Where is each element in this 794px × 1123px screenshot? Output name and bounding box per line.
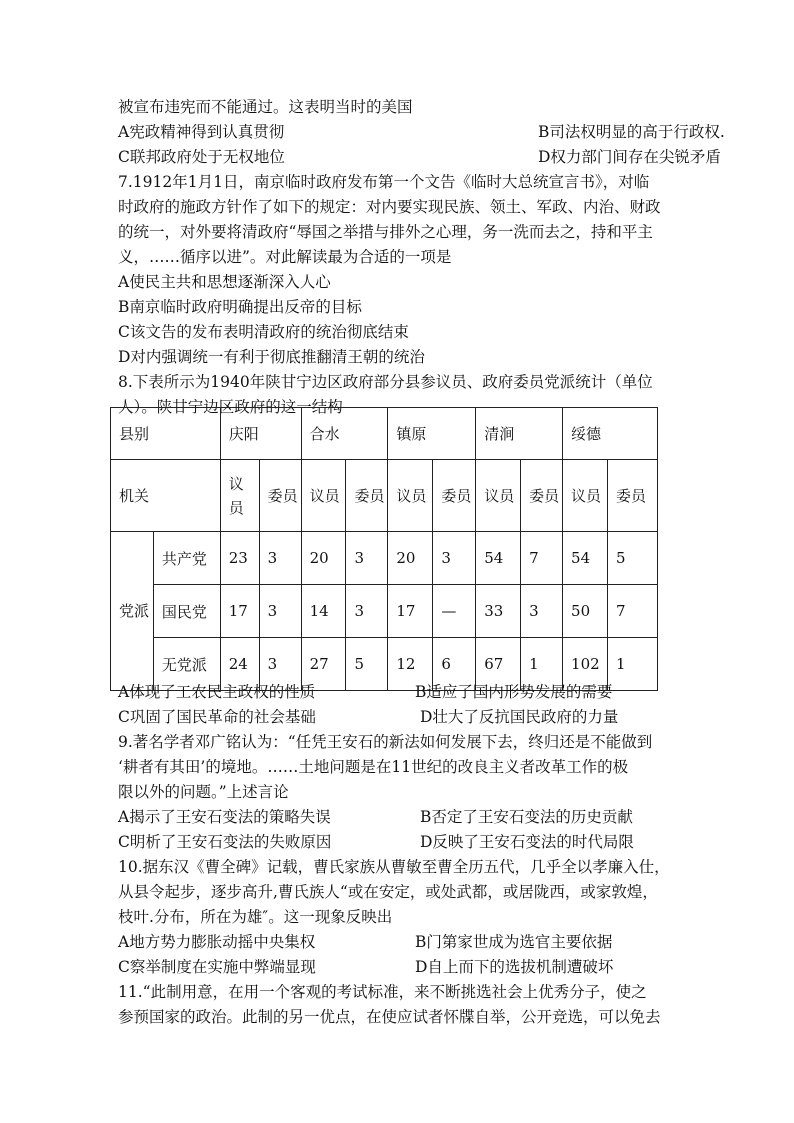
table-cell: 6 (433, 638, 476, 691)
q6-options-row-1 (118, 120, 725, 145)
q7-stem-line: 7.1912年1月1日，南京临时政府发布第一个文告《临时大总统宣言书》，对临 (118, 173, 650, 191)
q6-option-a: A宪政精神得到认真贯彻 (118, 123, 285, 141)
councilor-header: 议员 (388, 460, 433, 532)
councilor-header: 议员 (563, 460, 608, 532)
organ-label: 机关 (111, 460, 221, 532)
q8-options-row-1 (118, 680, 613, 705)
county-header-row (111, 408, 658, 460)
q8-option-d: D壮大了反抗国民政府的力量 (420, 708, 619, 726)
q7-option-c: C该文告的发布表明清政府的统治彻底结束 (118, 323, 409, 341)
table-cell: 27 (301, 638, 346, 691)
q10-options-row-2 (118, 955, 614, 980)
table-cell: 67 (476, 638, 521, 691)
table-cell: 102 (563, 638, 608, 691)
q8-stem-line: 8.下表所示为1940年陕甘宁边区政府部分县参议员、政府委员党派统计（单位 (118, 373, 653, 391)
q10-option-a: A地方势力膨胀动摇中央集权 (118, 933, 316, 951)
table-cell: 50 (563, 585, 608, 638)
q11-stem-line: 参预国家的政治。此制的另一优点，在使应试者怀牒自举，公开竞选，可以免去 (118, 1008, 661, 1026)
councilor-header: 议员 (476, 460, 521, 532)
q7-stem-line: 的统一，对外要将清政府“辱国之举措与排外之心理，务一洗而去之，持和平主 (118, 223, 653, 241)
party-statistics-table (110, 407, 658, 691)
q6-stem: 被宣布违宪而不能通过。这表明当时的美国 (118, 98, 413, 116)
table-cell: 3 (259, 585, 301, 638)
q9-options-row-1 (118, 805, 633, 830)
table-cell: 17 (388, 585, 433, 638)
table-cell: 5 (608, 532, 658, 585)
q8-stem-line: 人）。陕甘宁边区政府的这一结构 (118, 398, 343, 416)
q7-option-a: A使民主共和思想逐渐深入人心 (118, 273, 331, 291)
table-cell: 7 (521, 532, 563, 585)
q9-stem-line: 9.著名学者邓广铭认为：“任凭王安石的新法如何发展下去，终归还是不能做到 (118, 733, 653, 751)
party-label: 党派 (111, 532, 154, 691)
table-cell: 17 (220, 585, 259, 638)
table-row (111, 585, 658, 638)
q10-option-b: B门第家世成为选官主要依据 (415, 933, 613, 951)
table-cell: 3 (346, 585, 388, 638)
q8-option-a: A体现了工农民主政权的性质 (118, 683, 316, 701)
table-cell: 3 (259, 532, 301, 585)
table-cell: 54 (476, 532, 521, 585)
q11-stem-line: 11.“此制用意，在用一个客观的考试标准，来不断挑选社会上优秀分子，使之 (118, 983, 647, 1001)
table-cell: — (433, 585, 476, 638)
q7-option-b: B南京临时政府明确提出反帝的目标 (118, 298, 362, 316)
county-header: 镇原 (388, 408, 476, 460)
table-cell: 3 (433, 532, 476, 585)
councilor-header: 议员 (301, 460, 346, 532)
member-header: 委员 (346, 460, 388, 532)
table-cell: 23 (220, 532, 259, 585)
table-cell: 1 (521, 638, 563, 691)
table-cell: 24 (220, 638, 259, 691)
table-cell: 12 (388, 638, 433, 691)
q7-option-d: D对内强调统一有利于彻底推翻清王朝的统治 (118, 348, 425, 366)
member-header: 委员 (521, 460, 563, 532)
q9-option-d: D反映了王安石变法的时代局限 (420, 833, 634, 851)
q9-option-b: B否定了王安石变法的历史贡献 (420, 808, 633, 826)
member-header: 委员 (608, 460, 658, 532)
table-cell: 14 (301, 585, 346, 638)
q9-option-a: A揭示了王安石变法的策略失误 (118, 808, 331, 826)
q10-option-c: C察举制度在实施中弊端显现 (118, 958, 316, 976)
q9-stem-line: ‘耕者有其田’的境地。……土地问题是在11世纪的改良主义者改革工作的极 (118, 758, 629, 776)
q8-option-c: C巩固了国民革命的社会基础 (118, 708, 316, 726)
table-cell: 3 (259, 638, 301, 691)
table-cell: 33 (476, 585, 521, 638)
table-cell: 20 (301, 532, 346, 585)
table-cell: 1 (608, 638, 658, 691)
q10-stem-line: 枝叶.分布，所在为雄″。这一现象反映出 (118, 908, 393, 926)
q7-stem-line: 义，……循序以进”。对此解读最为合适的一项是 (118, 248, 452, 266)
member-header: 委员 (433, 460, 476, 532)
county-header: 清涧 (476, 408, 563, 460)
q9-option-c: C明析了王安石变法的失败原因 (118, 833, 332, 851)
q8-option-b: B适应了国内形势发展的需要 (415, 683, 613, 701)
q10-stem-line: 10.据东汉《曹全碑》记载，曹氏家族从曹敏至曹全历五代，几乎全以孝廉入仕， (118, 858, 670, 876)
county-header: 绥德 (563, 408, 658, 460)
q10-options-row-1 (118, 930, 613, 955)
q10-option-d: D自上而下的选拔机制遭破坏 (415, 958, 614, 976)
table-cell: 20 (388, 532, 433, 585)
party-name: 国民党 (153, 585, 220, 638)
party-name: 共产党 (153, 532, 220, 585)
q6-option-b: B司法权明显的高于行政权. (538, 123, 725, 141)
county-header: 合水 (301, 408, 388, 460)
q9-stem-line: 限以外的问题。”上述言论 (118, 783, 289, 801)
q6-options-row-2 (118, 145, 721, 170)
table-cell: 7 (608, 585, 658, 638)
q7-stem-line: 时政府的施政方针作了如下的规定：对内要实现民族、领土、军政、内治、财政 (118, 198, 661, 216)
q8-options-row-2 (118, 705, 619, 730)
member-header: 委员 (259, 460, 301, 532)
table-cell: 3 (521, 585, 563, 638)
table-row (111, 532, 658, 585)
q10-stem-line: 从县令起步，逐步高升,曹氏族人“或在安定，或处武都，或居陇西，或家敦煌， (118, 883, 658, 901)
table-cell: 3 (346, 532, 388, 585)
q6-option-d: D权力部门间存在尖锐矛盾 (538, 148, 721, 166)
table-cell: 5 (346, 638, 388, 691)
county-header: 庆阳 (220, 408, 301, 460)
organ-header-row (111, 460, 658, 532)
county-label: 县别 (111, 408, 221, 460)
q9-options-row-2 (118, 830, 634, 855)
table-cell: 54 (563, 532, 608, 585)
q6-option-c: C联邦政府处于无权地位 (118, 148, 285, 166)
councilor-header: 议员 (220, 460, 259, 532)
party-name: 无党派 (153, 638, 220, 691)
